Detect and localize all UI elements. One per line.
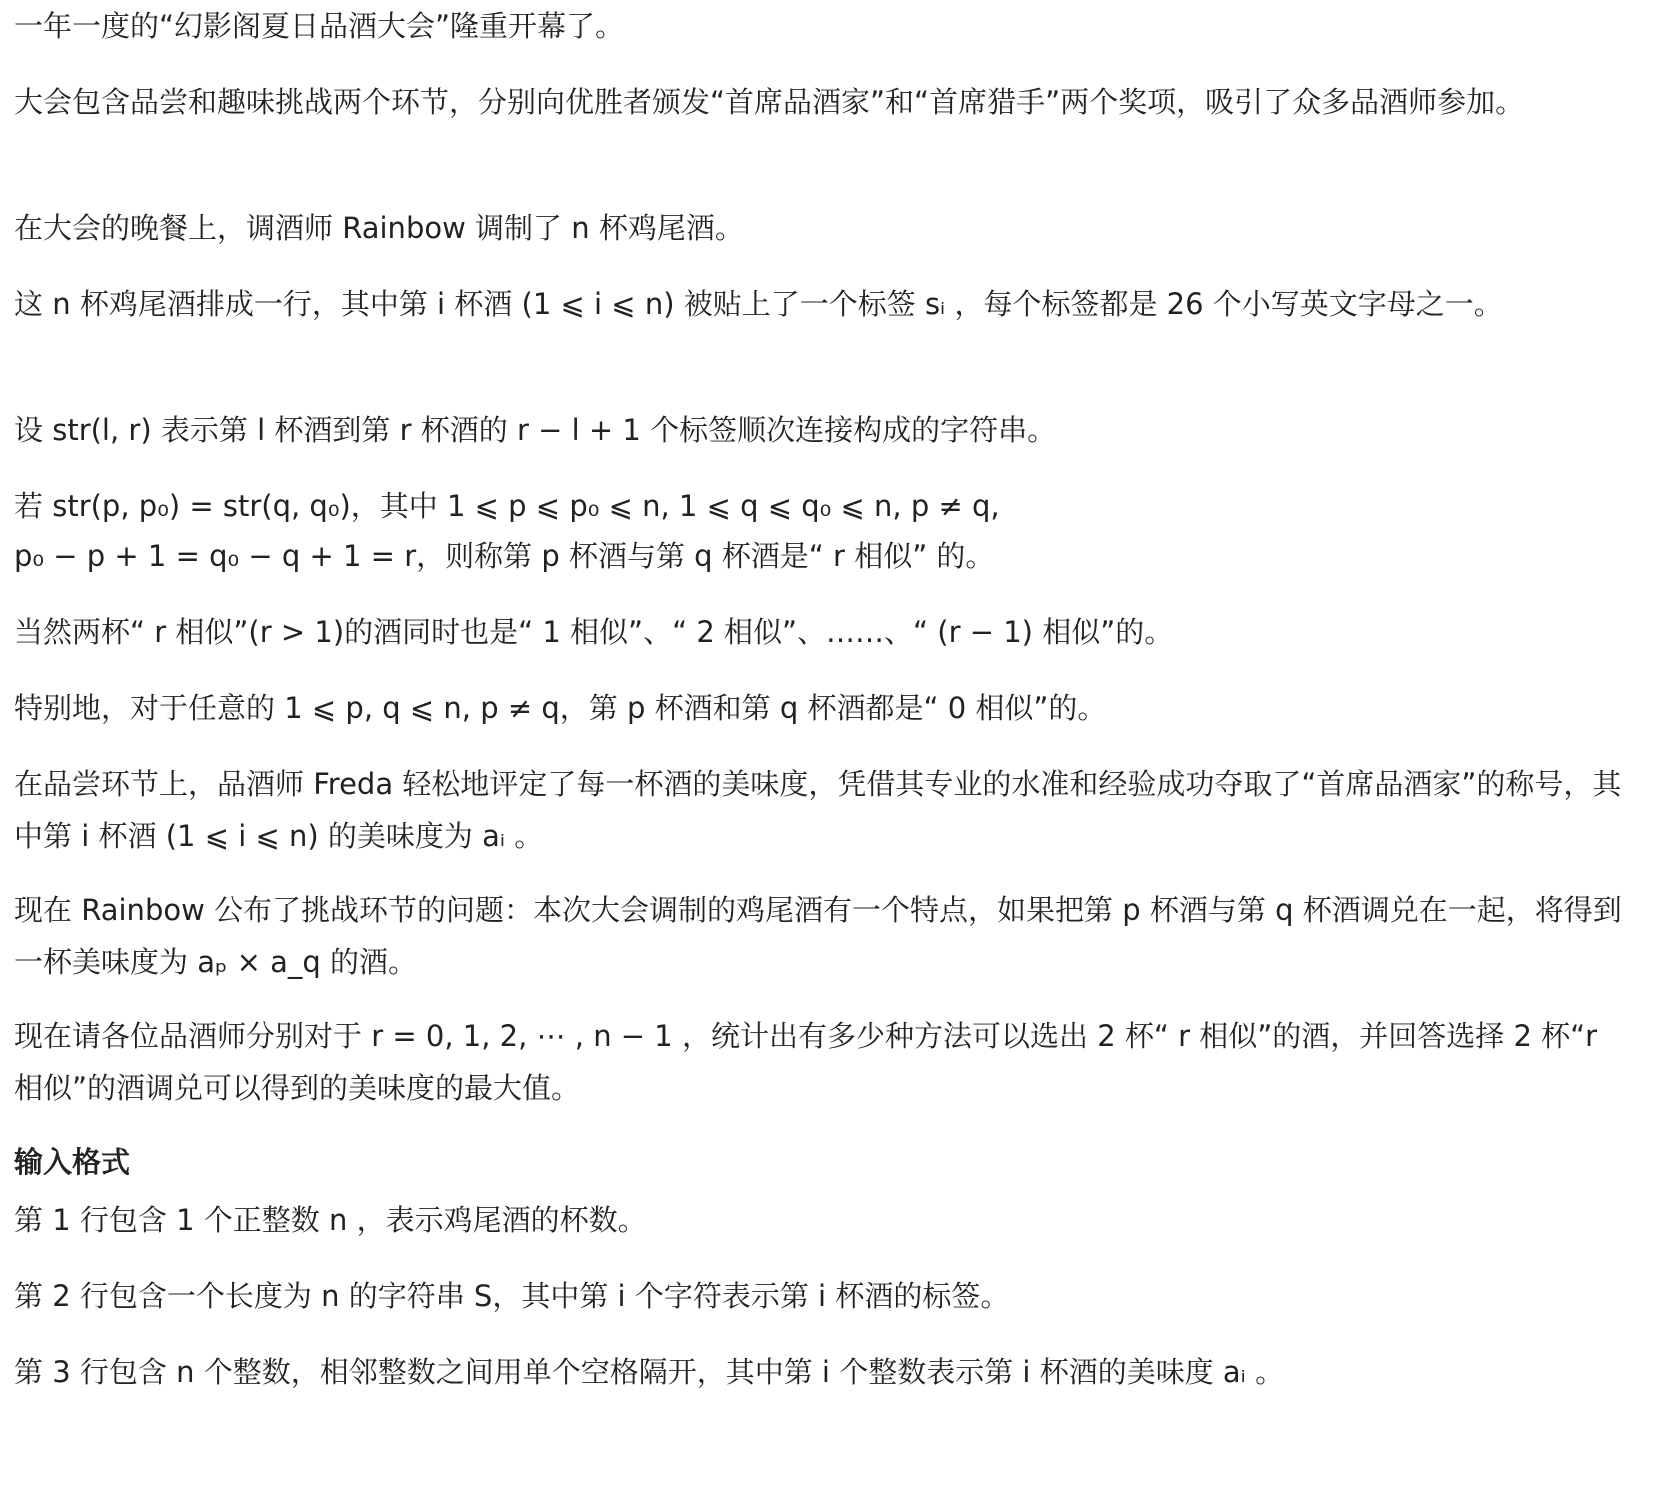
paragraph-cocktails: 在大会的晚餐上，调酒师 Rainbow 调制了 n 杯鸡尾酒。 (14, 211, 744, 245)
paragraph-similarity-implication: 当然两杯“ r 相似”(r > 1)的酒同时也是“ 1 相似”、“ 2 相似”、……、“ (r − 1) 相似”的。 (14, 615, 1174, 649)
input-line-1: 第 1 行包含 1 个正整数 n ，表示鸡尾酒的杯数。 (14, 1203, 647, 1237)
paragraph-intro: 一年一度的“幻影阁夏日品酒大会”隆重开幕了。 (14, 9, 625, 43)
input-line-3: 第 3 行包含 n 个整数，相邻整数之间用单个空格隔开，其中第 i 个整数表示第 i 杯酒的美味度 aᵢ 。 (14, 1355, 1285, 1389)
paragraph-challenge: 现在 Rainbow 公布了挑战环节的问题：本次大会调制的鸡尾酒有一个特点，如果把第 p 杯酒与第 q 杯酒调兑在一起，将得到一杯美味度为 aₚ × a_q 的酒。 (14, 893, 1622, 979)
paragraph-labels: 这 n 杯鸡尾酒排成一行，其中第 i 杯酒 (1 ⩽ i ⩽ n) 被贴上了一个标签 sᵢ ，每个标签都是 26 个小写英文字母之一。 (14, 287, 1503, 321)
paragraph-str-definition: 设 str(l, r) 表示第 l 杯酒到第 r 杯酒的 r − l + 1 个标签顺次连接构成的字符串。 (14, 413, 1057, 447)
paragraph-zero-similar: 特别地，对于任意的 1 ⩽ p, q ⩽ n, p ≠ q，第 p 杯酒和第 q 杯酒都是“ 0 相似”的。 (14, 691, 1107, 725)
paragraph-deliciousness: 在品尝环节上，品酒师 Freda 轻松地评定了每一杯酒的美味度，凭借其专业的水准和经验成功夺取了“首席品酒家”的称号，其中第 i 杯酒 (1 ⩽ i ⩽ n) 的美味度为 aᵢ 。 (14, 767, 1622, 853)
paragraph-similarity-condition: 若 str(p, p₀) = str(q, q₀)，其中 1 ⩽ p ⩽ p₀ ⩽ n, 1 ⩽ q ⩽ q₀ ⩽ n, p ≠ q, (14, 489, 1000, 523)
paragraph-similarity-definition: p₀ − p + 1 = q₀ − q + 1 = r，则称第 p 杯酒与第 q 杯酒是“ r 相似” 的。 (14, 539, 995, 573)
input-format-heading: 输入格式 (14, 1145, 131, 1179)
paragraph-awards: 大会包含品尝和趣味挑战两个环节，分别向优胜者颁发“首席品酒家”和“首席猎手”两个奖项，吸引了众多品酒师参加。 (14, 85, 1525, 119)
paragraph-task: 现在请各位品酒师分别对于 r = 0, 1, 2, ⋯ , n − 1 ，统计出有多少种方法可以选出 2 杯“ r 相似”的酒，并回答选择 2 杯“r 相似”的酒调兑可以得到的美味度的最大值。 (14, 1019, 1607, 1105)
input-line-2: 第 2 行包含一个长度为 n 的字符串 S，其中第 i 个字符表示第 i 杯酒的标签。 (14, 1279, 1010, 1313)
